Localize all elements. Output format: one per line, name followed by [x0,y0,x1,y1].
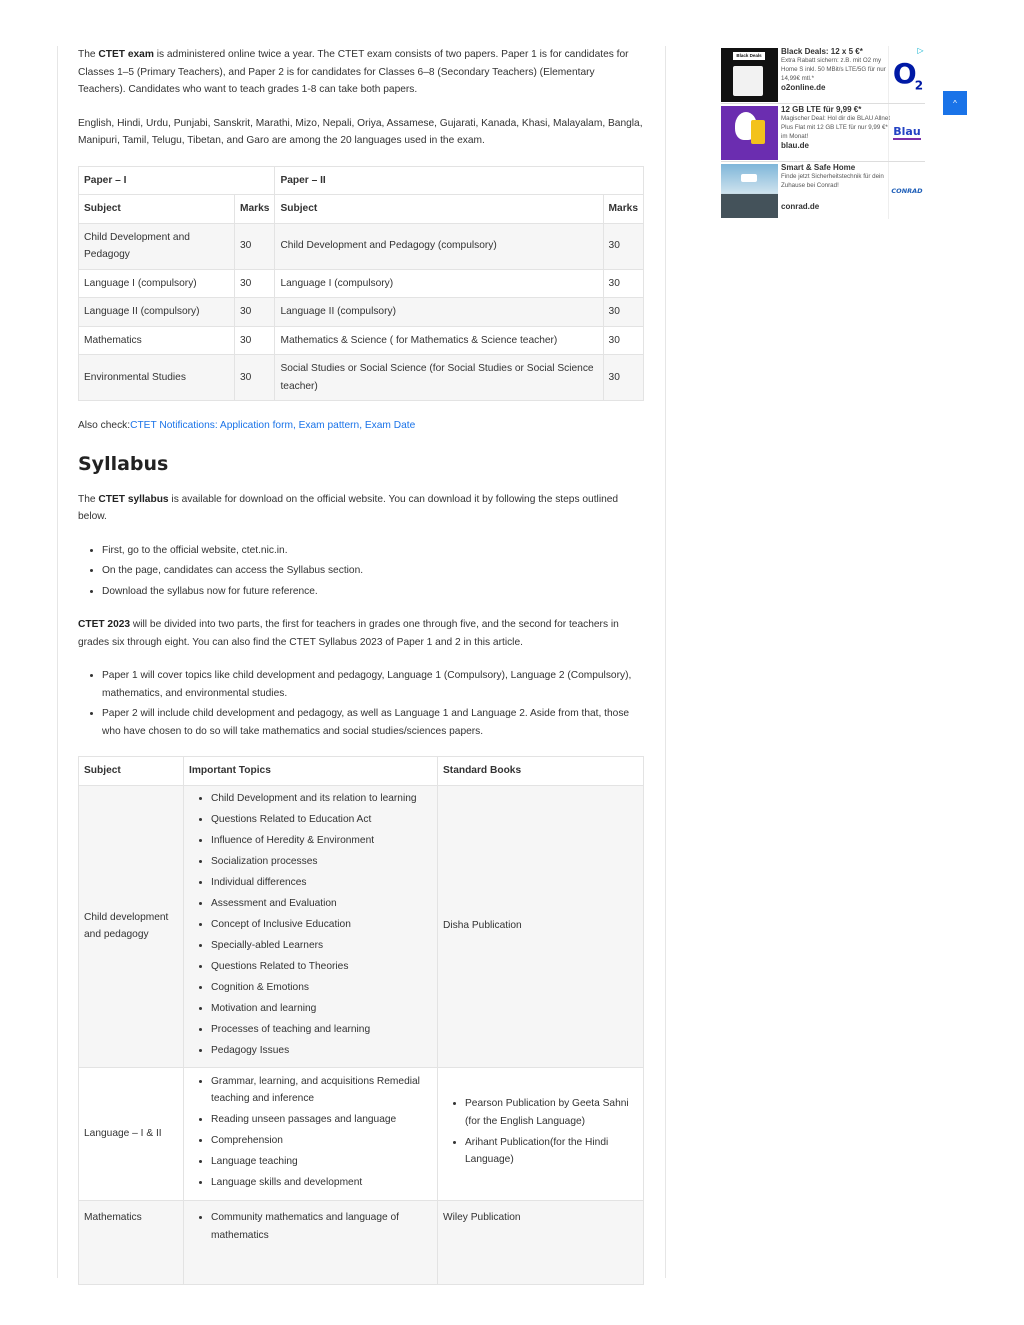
ad-conrad[interactable] [721,162,925,219]
table-cell: Mathematics [79,1201,184,1285]
list-item: • Arihant Publication(for the Hindi Language) [465,1134,638,1169]
col-subject: Subject [79,757,184,786]
ad-blau[interactable] [721,104,925,162]
ad-title: 12 GB LTE für 9,99 €* [781,105,862,114]
list-item: • First, go to the official website, ctet.nic.in. [102,542,644,560]
adchoices-icon[interactable]: ▷ [917,46,924,55]
list-item: • Grammar, learning, and acquisitions Remedial teaching and inference [211,1073,432,1108]
table-cell: Child Development and Pedagogy [79,223,235,269]
syllabus-heading: Syllabus [78,452,169,475]
ad-o2[interactable] [721,46,925,104]
table-cell: 30 [603,326,643,355]
ad-text: Extra Rabatt sichern: z.B. mit O2 my Home S inkl. 50 MBit/s LTE/5G für nur 14,99€ mtl.* [781,57,886,82]
list-item: • Download the syllabus now for future reference. [102,583,644,601]
table-row [79,355,644,401]
ad-domain: conrad.de [781,201,820,211]
table-cell: Disha Publication [438,785,644,1067]
list-item: • Language skills and development [211,1174,432,1192]
ad-blau-image [721,106,778,160]
table-cell: 30 [603,269,643,298]
table-cell: 30 [235,269,275,298]
table-cell: Language I (compulsory) [275,269,603,298]
list-item: • Motivation and learning [211,1000,432,1018]
right-divider [665,46,666,1278]
col-subject-2: Subject [275,195,603,224]
list-item: • Questions Related to Theories [211,958,432,976]
table-cell: 30 [235,326,275,355]
ad-domain: o2online.de [781,83,826,93]
intro-paragraph-1: The CTET exam is administered online twice a year. The CTET exam consists of two papers. Paper 1 is for candidates for Classes 1–5 (Primary Teachers), and Paper 2 is for candidates for Classes 6–8 (Secondary Teachers) (Elementary Teachers). Candidates who want to teach grades 1-8 can take both papers. [78,49,629,95]
sim-card-image [751,120,765,144]
table-cell: Language I (compulsory) [79,269,235,298]
table-row [79,298,644,327]
table-cell: 30 [603,223,643,269]
drone-image [741,174,757,182]
syllabus-paragraph-1: The CTET syllabus is available for download on the official website. You can download it by following the steps outlined below. [78,493,619,522]
table-cell [184,1201,438,1285]
table-cell: Language II (compulsory) [275,298,603,327]
list-item: • Pedagogy Issues [211,1042,432,1060]
ad-title: Smart & Safe Home [781,163,856,172]
list-item: • Comprehension [211,1132,432,1150]
table-cell: 30 [603,355,643,401]
table-cell: Environmental Studies [79,355,235,401]
table-cell [184,785,438,1067]
router-image [733,66,763,96]
table-row [79,269,644,298]
ad-title: Black Deals: 12 x 5 €* [781,47,863,56]
topics-table [78,756,644,1285]
list-item: • Questions Related to Education Act [211,811,432,829]
table-cell: Child Development and Pedagogy (compulsory) [275,223,603,269]
list-item: • Concept of Inclusive Education [211,916,432,934]
o2-logo: $O_2$ [888,46,925,103]
conrad-logo: CONRAD [888,162,925,219]
table-cell: Mathematics & Science ( for Mathematics & Science teacher) [275,326,603,355]
list-item: • Processes of teaching and learning [211,1021,432,1039]
chevron-up-icon: ^ [953,98,957,108]
ctet-notifications-link[interactable]: CTET Notifications: Application form, Exam pattern, Exam Date [130,420,416,431]
ad-text: Finde jetzt Sicherheitstechnik für dein Zuhause bei Conrad! [781,173,884,189]
list-item: • Specially-abled Learners [211,937,432,955]
intro-paragraph-2: English, Hindi, Urdu, Punjabi, Sanskrit, Marathi, Mizo, Nepali, Oriya, Assamese, Gujarati, Kanada, Khasi, Malayalam, Bangla, Manipuri, Tamil, Telugu, Tibetan, and Garo are among the 20 languages used in the exam. [78,117,643,146]
paper-points-list [78,667,644,740]
list-item: • Paper 2 will include child development and pedagogy, as well as Language 1 and Language 2. Aside from that, those who have chosen to do so will take mathematics and social studies/sciences papers. [102,705,644,740]
table-cell [438,1067,644,1201]
list-item: • Cognition & Emotions [211,979,432,997]
ad-panel [721,46,925,219]
col-standard-books: Standard Books [438,757,644,786]
ctet-exam-bold: CTET exam [98,49,154,60]
list-item: • Pearson Publication by Geeta Sahni (for the English Language) [465,1095,638,1130]
list-item: • Assessment and Evaluation [211,895,432,913]
table-cell: 30 [235,298,275,327]
table-row [79,326,644,355]
col-important-topics: Important Topics [184,757,438,786]
table-cell: Child development and pedagogy [79,785,184,1067]
table-cell: 30 [603,298,643,327]
col-marks-1: Marks [235,195,275,224]
list-item: • Influence of Heredity & Environment [211,832,432,850]
paper2-header: Paper – II [275,166,644,195]
table-cell: Social Studies or Social Science (for Social Studies or Social Science teacher) [275,355,603,401]
table-cell [184,1067,438,1201]
papers-table [78,166,644,402]
ad-o2-image [721,48,778,102]
table-cell: Language – I & II [79,1067,184,1201]
table-cell: Mathematics [79,326,235,355]
list-item: • Community mathematics and language of mathematics [211,1209,432,1244]
table-row [79,785,644,1067]
blau-logo: Blau [888,104,925,161]
table-row [79,1201,644,1285]
list-item: • On the page, candidates can access the Syllabus section. [102,562,644,580]
list-item: • Paper 1 will cover topics like child development and pedagogy, Language 1 (Compulsory), Language 2 (Compulsory), mathematics, and environmental studies. [102,667,644,702]
syllabus-steps-list [78,542,644,601]
article-content [78,46,644,1301]
o2-logo-sub: 2 [914,78,922,93]
list-item: • Individual differences [211,874,432,892]
list-item: • Reading unseen passages and language [211,1111,432,1129]
table-cell: Wiley Publication [438,1201,644,1285]
list-item: • Child Development and its relation to learning [211,790,432,808]
paper1-header: Paper – I [79,166,275,195]
col-marks-2: Marks [603,195,643,224]
syllabus-paragraph-2: CTET 2023 will be divided into two parts, the first for teachers in grades one through five, and the second for teachers in grades six through eight. You can also find the CTET Syllabus 2023 of Paper 1 and 2 in this article. [78,619,619,648]
table-row [79,1067,644,1201]
list-item: • Language teaching [211,1153,432,1171]
ad-domain: blau.de [781,141,810,151]
black-deals-label: Black Deals [733,52,765,60]
ad-conrad-image [721,164,778,218]
left-divider [57,46,58,1278]
also-check: Also check:CTET Notifications: Application form, Exam pattern, Exam Date [78,420,416,431]
table-row [79,223,644,269]
table-cell: Language II (compulsory) [79,298,235,327]
table-cell: 30 [235,355,275,401]
col-subject-1: Subject [79,195,235,224]
ad-text: Magischer Deal: Hol dir die BLAU Allnet Plus Flat mit 12 GB LTE für nur 9,99 €* im Monat! [781,115,891,140]
list-item: • Socialization processes [211,853,432,871]
scroll-to-top-button[interactable] [943,91,967,115]
table-cell: 30 [235,223,275,269]
